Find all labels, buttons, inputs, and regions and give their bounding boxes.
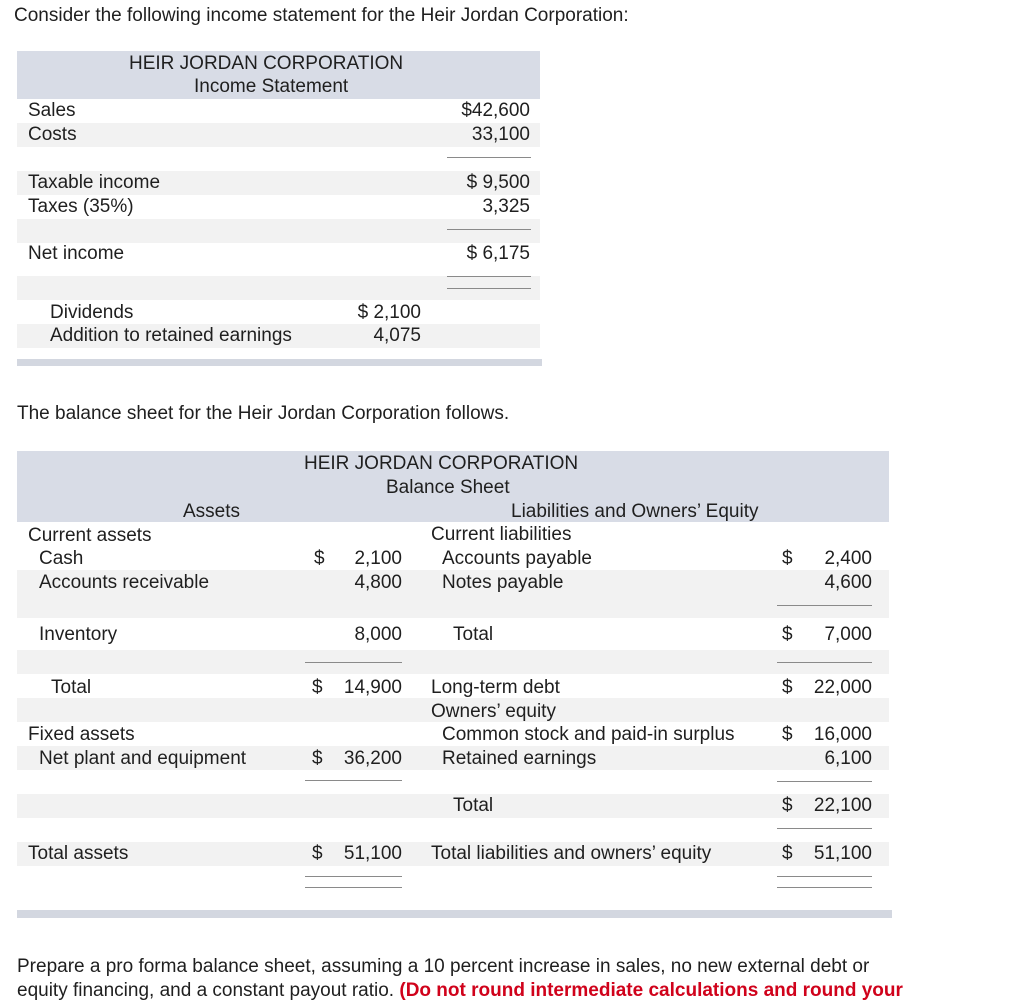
accounts-receivable-value: 4,800 bbox=[354, 572, 402, 593]
cl-total-currency: $ bbox=[782, 624, 793, 645]
costs-label: Costs bbox=[28, 124, 77, 145]
retained-addition-value: 4,075 bbox=[373, 325, 421, 346]
npe-currency: $ bbox=[312, 748, 323, 769]
total-assets-value: 51,100 bbox=[343, 843, 402, 864]
cash-label: Cash bbox=[39, 548, 84, 569]
liabilities-header: Liabilities and Owners’ Equity bbox=[511, 501, 759, 522]
accounts-payable-value: 2,400 bbox=[824, 548, 872, 569]
total-assets-currency: $ bbox=[312, 843, 323, 864]
prompt-line-2 bbox=[17, 979, 903, 1003]
inventory-value: 8,000 bbox=[354, 624, 402, 645]
current-assets-heading: Current assets bbox=[28, 525, 152, 546]
current-assets-total-label: Total bbox=[51, 677, 92, 698]
current-liabilities-total-value: 7,000 bbox=[824, 624, 872, 645]
sales-label: Sales bbox=[28, 100, 76, 121]
retained-earnings-label: Retained earnings bbox=[442, 748, 597, 769]
current-liabilities-heading: Current liabilities bbox=[431, 524, 572, 545]
net-income-value: $ 6,175 bbox=[466, 243, 530, 264]
oe-total-currency: $ bbox=[782, 795, 793, 816]
accounts-receivable-label: Accounts receivable bbox=[39, 572, 210, 593]
total-assets-label: Total assets bbox=[28, 843, 129, 864]
costs-value: 33,100 bbox=[471, 124, 530, 145]
current-liabilities-total-label: Total bbox=[453, 624, 494, 645]
notes-payable-value: 4,600 bbox=[824, 572, 872, 593]
taxable-income-value: $ 9,500 bbox=[466, 172, 530, 193]
cash-value: 2,100 bbox=[354, 548, 402, 569]
notes-payable-label: Notes payable bbox=[442, 572, 564, 593]
is-company: HEIR JORDAN CORPORATION bbox=[129, 53, 404, 74]
prompt-instruction: (Do not round intermediate calculations and round your bbox=[399, 980, 903, 1001]
bs-company: HEIR JORDAN CORPORATION bbox=[304, 453, 579, 474]
ap-currency: $ bbox=[782, 548, 793, 569]
assets-header: Assets bbox=[182, 501, 240, 522]
common-stock-label: Common stock and paid-in surplus bbox=[442, 724, 735, 745]
accounts-payable-label: Accounts payable bbox=[442, 548, 592, 569]
dividends-label: Dividends bbox=[50, 302, 134, 323]
sales-value: $42,600 bbox=[461, 100, 530, 121]
long-term-debt-value: 22,000 bbox=[813, 677, 872, 698]
ltd-currency: $ bbox=[782, 677, 793, 698]
intro-text: Consider the following income statement for the Heir Jordan Corporation: bbox=[14, 5, 629, 26]
current-assets-total-value: 14,900 bbox=[343, 677, 402, 698]
ca-total-currency: $ bbox=[312, 677, 323, 698]
owners-equity-total-value: 22,100 bbox=[813, 795, 872, 816]
taxable-income-label: Taxable income bbox=[28, 172, 161, 193]
taxes-value: 3,325 bbox=[482, 196, 530, 217]
inventory-label: Inventory bbox=[39, 624, 118, 645]
cash-currency: $ bbox=[314, 548, 325, 569]
total-liabilities-equity-label: Total liabilities and owners’ equity bbox=[431, 843, 712, 864]
net-plant-value: 36,200 bbox=[343, 748, 402, 769]
tle-currency: $ bbox=[782, 843, 793, 864]
net-plant-label: Net plant and equipment bbox=[39, 748, 247, 769]
fixed-assets-heading: Fixed assets bbox=[28, 724, 135, 745]
dividends-value: $ 2,100 bbox=[357, 302, 421, 323]
prompt-line-2-text: equity financing, and a constant payout ratio. bbox=[17, 980, 400, 1001]
balance-intro-text: The balance sheet for the Heir Jordan Corporation follows. bbox=[17, 403, 510, 424]
net-income-label: Net income bbox=[28, 243, 125, 264]
bs-title: Balance Sheet bbox=[386, 477, 510, 498]
taxes-label: Taxes (35%) bbox=[28, 196, 134, 217]
cs-currency: $ bbox=[782, 724, 793, 745]
owners-equity-heading: Owners’ equity bbox=[431, 701, 556, 722]
retained-earnings-value: 6,100 bbox=[824, 748, 872, 769]
retained-addition-label: Addition to retained earnings bbox=[50, 325, 292, 346]
is-title: Income Statement bbox=[194, 76, 349, 97]
long-term-debt-label: Long-term debt bbox=[431, 677, 560, 698]
owners-equity-total-label: Total bbox=[453, 795, 494, 816]
common-stock-value: 16,000 bbox=[813, 724, 872, 745]
total-liabilities-equity-value: 51,100 bbox=[813, 843, 872, 864]
prompt-line-1: Prepare a pro forma balance sheet, assuming a 10 percent increase in sales, no new external debt or bbox=[17, 956, 870, 977]
